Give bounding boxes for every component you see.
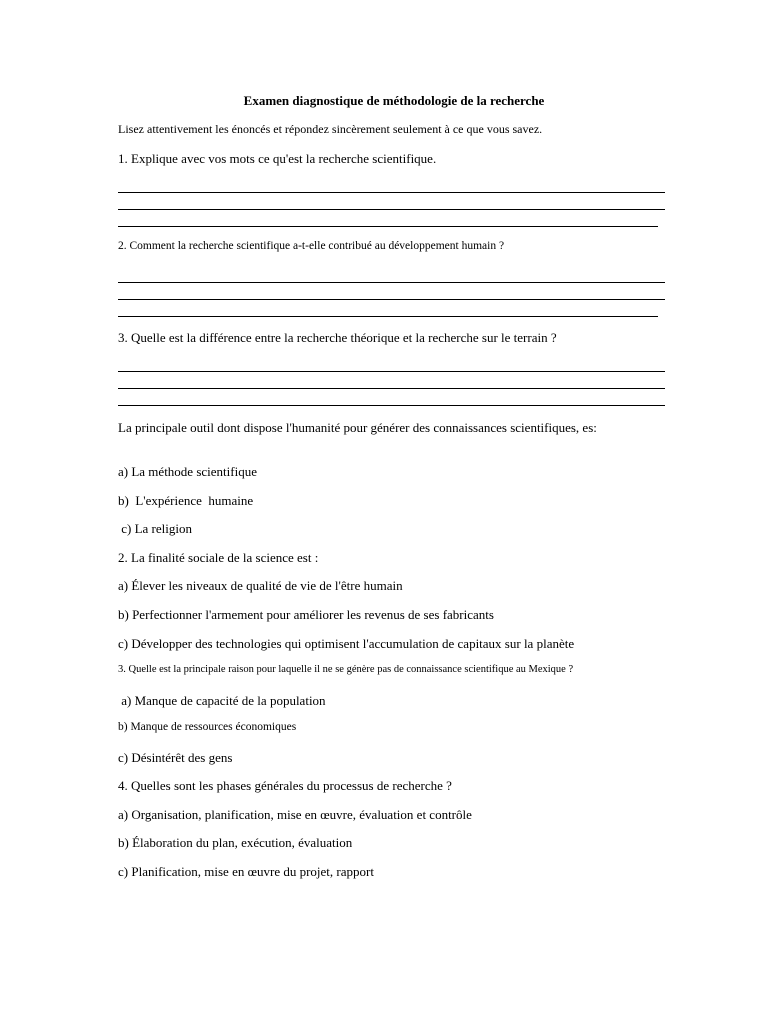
answer-line[interactable] — [118, 226, 658, 227]
open-question-2: 2. Comment la recherche scientifique a-t-elle contribué au développement humain ? — [118, 240, 505, 252]
mcq-3-option-c[interactable]: c) Désintérêt des gens — [118, 750, 233, 765]
exam-title: Examen diagnostique de méthodologie de la recherche — [243, 93, 545, 108]
mcq-4-option-c[interactable]: c) Planification, mise en œuvre du projet, rapport — [118, 864, 374, 879]
answer-line[interactable] — [118, 371, 665, 372]
open-question-1: 1. Explique avec vos mots ce qu'est la recherche scientifique. — [118, 151, 437, 166]
instructions: Lisez attentivement les énoncés et répondez sincèrement seulement à ce que vous savez. — [118, 122, 543, 136]
mcq-2-option-b[interactable]: b) Perfectionner l'armement pour améliorer les revenus de ses fabricants — [118, 607, 494, 622]
mcq-4-option-b[interactable]: b) Élaboration du plan, exécution, évaluation — [118, 835, 353, 850]
answer-line[interactable] — [118, 388, 665, 389]
mcq-question-4: 4. Quelles sont les phases générales du processus de recherche ? — [118, 778, 452, 793]
mcq-2-option-a[interactable]: a) Élever les niveaux de qualité de vie de l'être humain — [118, 578, 403, 593]
answer-line[interactable] — [118, 316, 658, 317]
mcq-question-3: 3. Quelle est la principale raison pour laquelle il ne se génère pas de connaissance scientifique au Mexique ? — [118, 664, 574, 675]
open-question-3: 3. Quelle est la différence entre la recherche théorique et la recherche sur le terrain ? — [118, 330, 557, 345]
answer-line[interactable] — [118, 299, 665, 300]
mcq-question-2: 2. La finalité sociale de la science est : — [118, 550, 319, 565]
mcq-question-1: La principale outil dont dispose l'humanité pour générer des connaissances scientifiques, es: — [118, 420, 597, 435]
mcq-1-option-b[interactable]: b) L'expérience humaine — [118, 493, 254, 508]
mcq-3-option-a[interactable]: a) Manque de capacité de la population — [118, 693, 326, 708]
mcq-4-option-a[interactable]: a) Organisation, planification, mise en œuvre, évaluation et contrôle — [118, 807, 472, 822]
answer-line[interactable] — [118, 405, 665, 406]
mcq-1-option-a[interactable]: a) La méthode scientifique — [118, 464, 257, 479]
mcq-1-option-c[interactable]: c) La religion — [118, 521, 192, 536]
mcq-3-option-b[interactable]: b) Manque de ressources économiques — [118, 721, 297, 733]
answer-line[interactable] — [118, 192, 665, 193]
answer-line[interactable] — [118, 282, 665, 283]
answer-line[interactable] — [118, 209, 665, 210]
mcq-2-option-c[interactable]: c) Développer des technologies qui optimisent l'accumulation de capitaux sur la planète — [118, 636, 575, 651]
